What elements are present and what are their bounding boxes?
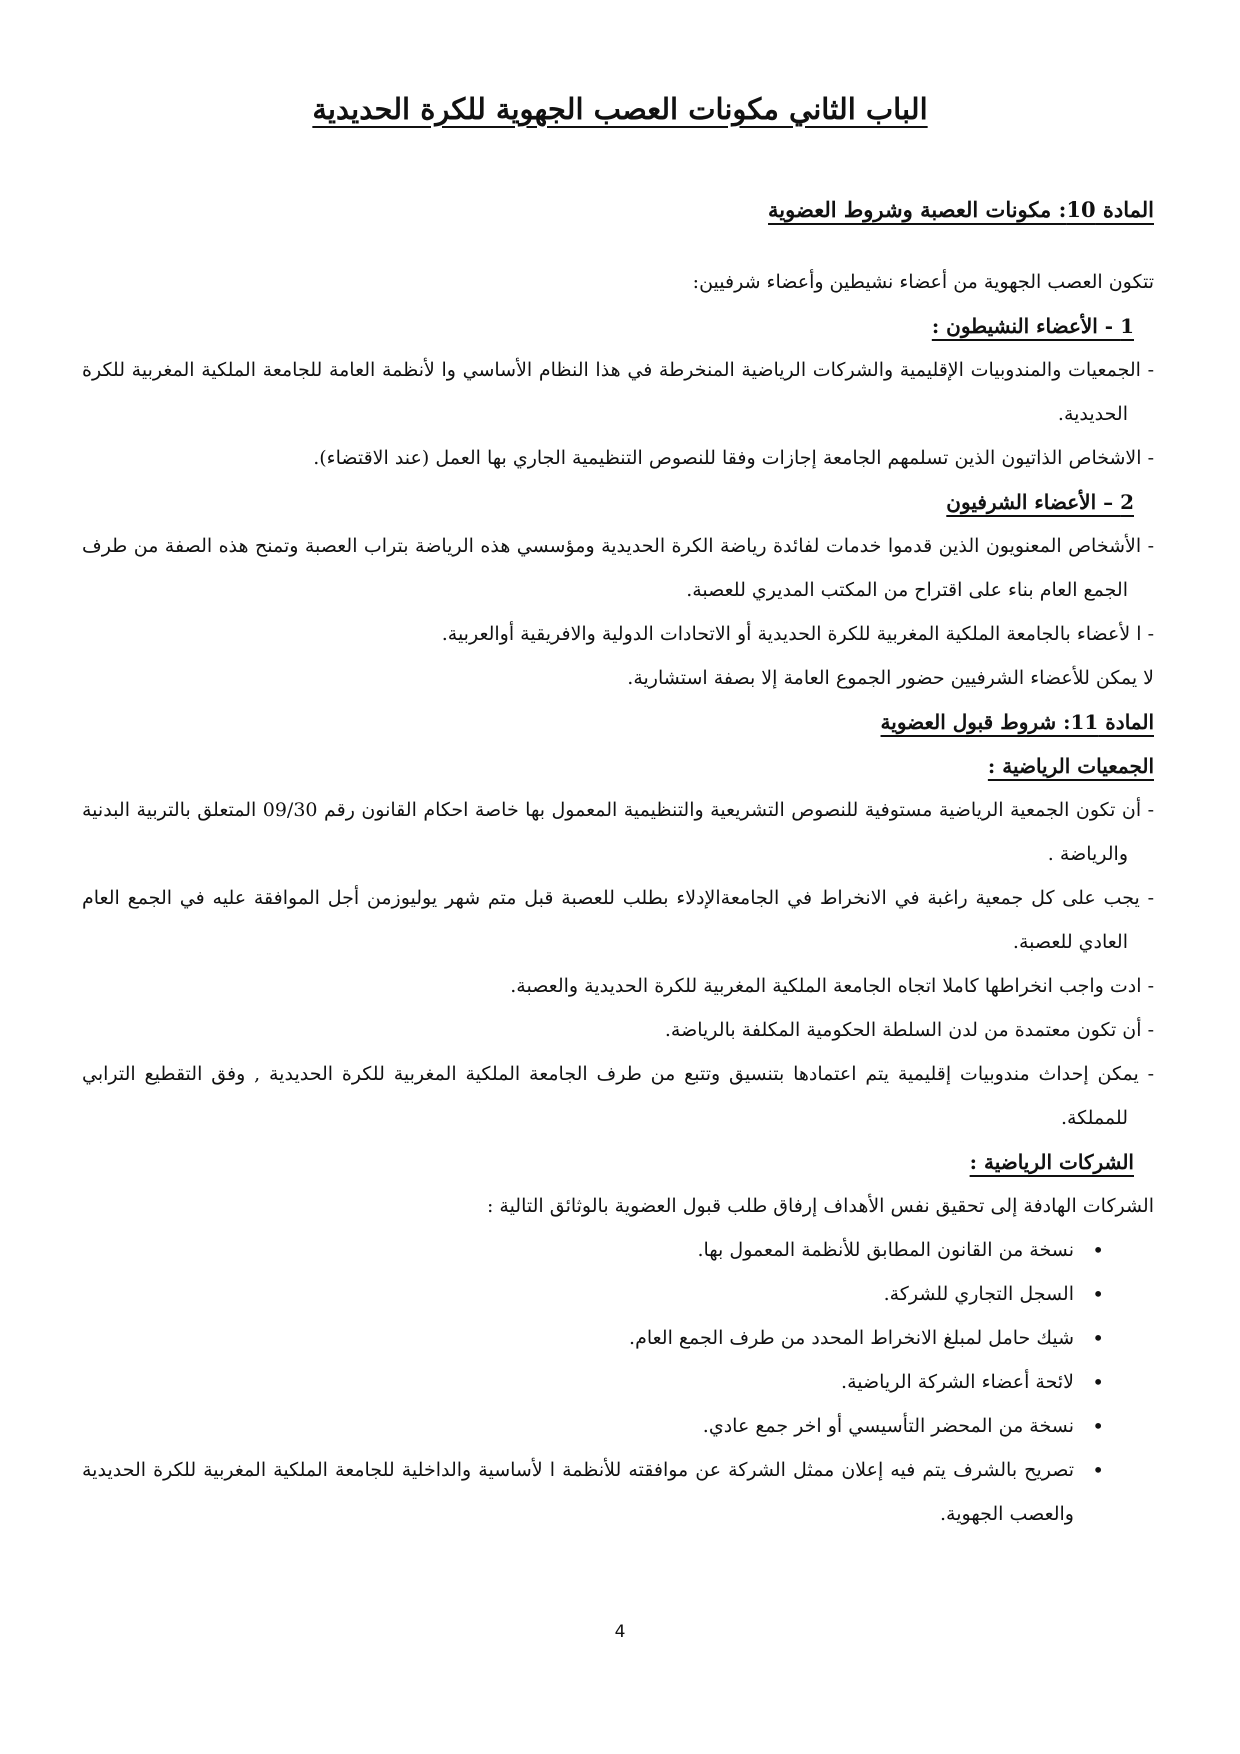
article-10-heading: المادة 10: مكونات العصبة وشروط العضوية xyxy=(768,197,1154,222)
bullet-icon: • xyxy=(1092,1370,1104,1394)
page-title: الباب الثاني مكونات العصب الجهوية للكرة الحديدية xyxy=(312,92,928,126)
honorary-member-item: - الأشخاص المعنويون الذين قدموا خدمات لفائدة رياضة الكرة الحديدية ومؤسسي هذه الرياضة بتراب العصبة وتمنح هذه الصفة من طرف الجمع العام بناء على اقتراح من المكتب المديري للعصبة. xyxy=(82,535,1154,601)
honorary-members-note: لا يمكن للأعضاء الشرفيين حضور الجموع العامة إلا بصفة استشارية. xyxy=(627,667,1154,689)
active-member-item: - الجمعيات والمندوبيات الإقليمية والشركات الرياضية المنخرطة في هذا النظام الأساسي وا لأنظمة العامة للجامعة الملكية المغربية للكرة الحديدية. xyxy=(82,359,1154,425)
article-10-intro: تتكون العصب الجهوية من أعضاء نشيطين وأعضاء شرفيين: xyxy=(692,271,1154,293)
association-condition: - أن تكون معتمدة من لدن السلطة الحكومية المكلفة بالرياضة. xyxy=(664,1019,1154,1041)
association-condition: - يجب على كل جمعية راغبة في الانخراط في الجامعةالإدلاء بطلب للعصبة قبل متم شهر يوليوزمن أجل الموافقة عليه في الجمع العام العادي للعصبة. xyxy=(82,887,1154,953)
bullet-icon: • xyxy=(1092,1238,1104,1262)
bullet-icon: • xyxy=(1092,1326,1104,1350)
list-item: • تصريح بالشرف يتم فيه إعلان ممثل الشركة عن موافقته للأنظمة ا لأساسية والداخلية للجامعة الملكية المغربية للكرة الحديدية والعصب الجهوية. xyxy=(82,1448,1104,1536)
list-item: • شيك حامل لمبلغ الانخراط المحدد من طرف الجمع العام. xyxy=(82,1316,1104,1360)
bullet-icon: • xyxy=(1092,1282,1104,1306)
list-item: • السجل التجاري للشركة. xyxy=(82,1272,1104,1316)
active-members-heading: 1 - الأعضاء النشيطون : xyxy=(931,314,1134,338)
document-body xyxy=(82,188,1154,1536)
required-documents-list xyxy=(82,1228,1154,1536)
sports-companies-intro: الشركات الهادفة إلى تحقيق نفس الأهداف إرفاق طلب قبول العضوية بالوثائق التالية : xyxy=(486,1195,1154,1217)
association-condition: - يمكن إحداث مندوبيات إقليمية يتم اعتمادها بتنسيق وتتبع من طرف الجامعة الملكية المغربية للكرة الحديدية , وفق التقطيع الترابي للمملكة. xyxy=(82,1063,1154,1129)
sports-associations-heading: الجمعيات الرياضية : xyxy=(987,754,1154,778)
list-item: • نسخة من المحضر التأسيسي أو اخر جمع عادي. xyxy=(82,1404,1104,1448)
bullet-icon: • xyxy=(1092,1458,1104,1482)
bullet-icon: • xyxy=(1092,1414,1104,1438)
sports-companies-heading: الشركات الرياضية : xyxy=(969,1150,1134,1174)
article-11-heading: المادة 11: شروط قبول العضوية xyxy=(880,710,1154,734)
honorary-members-heading: 2 – الأعضاء الشرفيون xyxy=(946,490,1134,514)
association-condition: - ادت واجب انخراطها كاملا اتجاه الجامعة الملكية المغربية للكرة الحديدية والعصبة. xyxy=(510,975,1154,997)
active-member-item: - الاشخاص الذاتيون الذين تسلمهم الجامعة إجازات وفقا للنصوص التنظيمية الجاري بها العمل (عند الاقتضاء). xyxy=(313,447,1154,469)
page-number: 4 xyxy=(614,1622,626,1642)
list-item: • نسخة من القانون المطابق للأنظمة المعمول بها. xyxy=(82,1228,1104,1272)
list-item: • لائحة أعضاء الشركة الرياضية. xyxy=(82,1360,1104,1404)
association-condition: - أن تكون الجمعية الرياضية مستوفية للنصوص التشريعية والتنظيمية المعمول بها خاصة احكام القانون رقم 09/30 المتعلق بالتربية البدنية والرياضة . xyxy=(82,799,1155,865)
honorary-member-item: - ا لأعضاء بالجامعة الملكية المغربية للكرة الحديدية أو الاتحادات الدولية والافريقية أوالعربية. xyxy=(441,623,1154,645)
